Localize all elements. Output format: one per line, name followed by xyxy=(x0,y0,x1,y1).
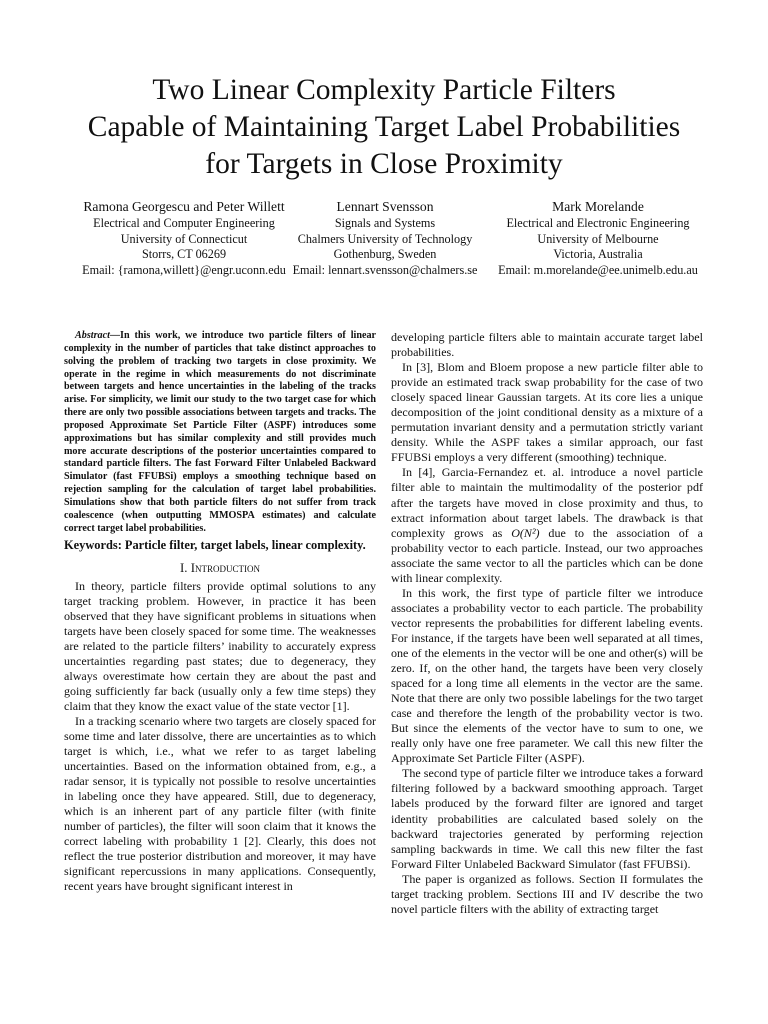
author-svensson xyxy=(285,197,485,278)
author-block xyxy=(0,197,768,285)
author-dept: Signals and Systems xyxy=(334,216,436,230)
paragraph: In [3], Blom and Bloem propose a new particle filter able to provide an estimated track swap probability for the case of two closely spaced linear Gaussian targets. At its core lies a unique decomposition of the joint conditional density as a mixture of a permutation invariant density and a permutation strictly variant density. While the ASPF takes a similar approach, our fast FFUBSi employs a very different (smoothing) technique. xyxy=(391,360,703,465)
author-dept: Electrical and Electronic Engineering xyxy=(506,216,690,230)
title-line: Capable of Maintaining Target Label Probabilities xyxy=(87,111,681,143)
paragraph-text: due to the association of a probability vector to each particle. Instead, our two approaches associate the same vector to all the particles which can be done with linear complexity. xyxy=(391,525,703,585)
abstract-text: —In this work, we introduce two particle filters of linear complexity in the number of particles that take distinct approaches to solving the problem of tracking two targets in close proximity. We operate in the regime in which measurements do not discriminate between targets and hence uncertainties in the labeling of the tracks arise. For simplicity, we limit our study to the two target case for which there are only two possible associations between targets and tracks. The proposed Approximate Set Particle Filter (ASPF) introduces some approximations but has similar complexity and still provides much more accurate descriptions of the posterior uncertainties compared to standard particle filters. The fast Forward Filter Unlabeled Backward Simulator (fast FFUBSi) employs a smoothing technique based on rejection sampling for the calculation of target label probabilities. Simulations show that both particle filters do not suffer from track coalescence (when outputting MMOSPA estimates) and calculate correct target label probabilities. xyxy=(64,330,376,534)
abstract-label: Abstract xyxy=(75,330,110,341)
paragraph: developing particle filters able to maintain accurate target label probabilities. xyxy=(391,330,703,360)
author-georgescu-willett xyxy=(62,197,306,278)
paragraph-text: In [4], Garcia-Fernandez et. al. introduce a novel particle filter able to maintain the multimodality of the posterior pdf after the targets have moved in close proximity and thus, to extract information about target labels. The drawback is that complexity grows as xyxy=(391,465,703,540)
abstract xyxy=(64,330,376,536)
author-org: University of Melbourne xyxy=(537,231,659,246)
paragraph: The second type of particle filter we introduce takes a forward filtering followed by a backward smoothing approach. Target labels produced by the forward filter are ignored and target identity probabilities are calculated based solely on the backward trajectories generated by performing rejection sampling backwards in time. We call this new filter the fast Forward Filter Unlabeled Backward Simulator (fast FFUBSi). xyxy=(391,766,703,871)
author-loc: Victoria, Australia xyxy=(553,247,643,262)
left-column xyxy=(64,330,376,894)
paragraph: The paper is organized as follows. Section II formulates the target tracking problem. Sections III and IV describe the two novel particle filters with the ability of extracting target xyxy=(391,871,703,916)
paragraph xyxy=(391,465,703,585)
title-line: for Targets in Close Proximity xyxy=(205,148,563,180)
paragraph: In theory, particle filters provide optimal solutions to any target tracking problem. However, in practice it has been observed that they have significant problems in situations when targets have been closely spaced for some time. The weaknesses are related to the particle filters’ inability to accurately express uncertainties regarding past states; due to degeneracy, they always overestimate how certain they are about the past and going sufficiently far back (usually only a few time steps) they claim that they know the exact value of the state vector [1]. xyxy=(64,578,376,713)
author-email[interactable]: Email: m.morelande@ee.unimelb.edu.au xyxy=(498,262,698,277)
author-email[interactable]: Email: lennart.svensson@chalmers.se xyxy=(292,262,478,277)
paragraph: In this work, the first type of particle filter we introduce associates a probability vector to each particle. The probability vector represents the probabilities for different labeling events. For instance, if the targets have been well separated at all times, one of the elements in the vector will be one and other(s) will be zero. If, on the other hand, the targets have been very closely spaced for a long time all elements in the vector are the same. Note that there are only two possible labelings for the two target case and therefore the length of the probability vector is two. But since the elements of the vector have to sum to one, we really only have one free parameter. We call this new filter the Approximate Set Particle Filter (ASPF). xyxy=(391,585,703,766)
complexity-math: O(N²) xyxy=(511,525,540,540)
keywords: Keywords: Particle filter, target labels, linear complexity. xyxy=(64,537,366,552)
author-loc: Storrs, CT 06269 xyxy=(141,247,227,262)
author-org: University of Connecticut xyxy=(120,231,248,246)
author-dept: Electrical and Computer Engineering xyxy=(93,216,275,230)
title-line: Two Linear Complexity Particle Filters xyxy=(152,74,616,106)
author-name: Lennart Svensson xyxy=(336,199,434,214)
author-org: Chalmers University of Technology xyxy=(297,231,473,246)
paragraph: In a tracking scenario where two targets are closely spaced for some time and later dissolve, there are uncertainties as to which target is which, i.e., what we refer to as target labeling uncertainties. Based on the information obtained from, e.g., a radar sensor, it is typically not possible to resolve uncertainties in labeling once they have appeared. Still, due to degeneracy, which is an inherent part of any particle filter (with finite number of particles), the filter will soon claim that it knows the correct labeling with probability 1 [2]. Clearly, this does not reflect the true posterior distribution and moreover, it may have significant repercussions in many applications. Consequently, recent years have brought significant interest in xyxy=(64,713,376,894)
author-name: Ramona Georgescu and Peter Willett xyxy=(83,199,285,214)
author-loc: Gothenburg, Sweden xyxy=(333,247,437,262)
paper-title xyxy=(40,72,728,183)
section-heading-introduction: I. Introduction xyxy=(180,560,260,575)
author-name: Mark Morelande xyxy=(552,199,644,214)
author-morelande xyxy=(492,197,704,278)
right-column xyxy=(391,330,703,917)
author-email[interactable]: Email: {ramona,willett}@engr.uconn.edu xyxy=(82,262,286,277)
